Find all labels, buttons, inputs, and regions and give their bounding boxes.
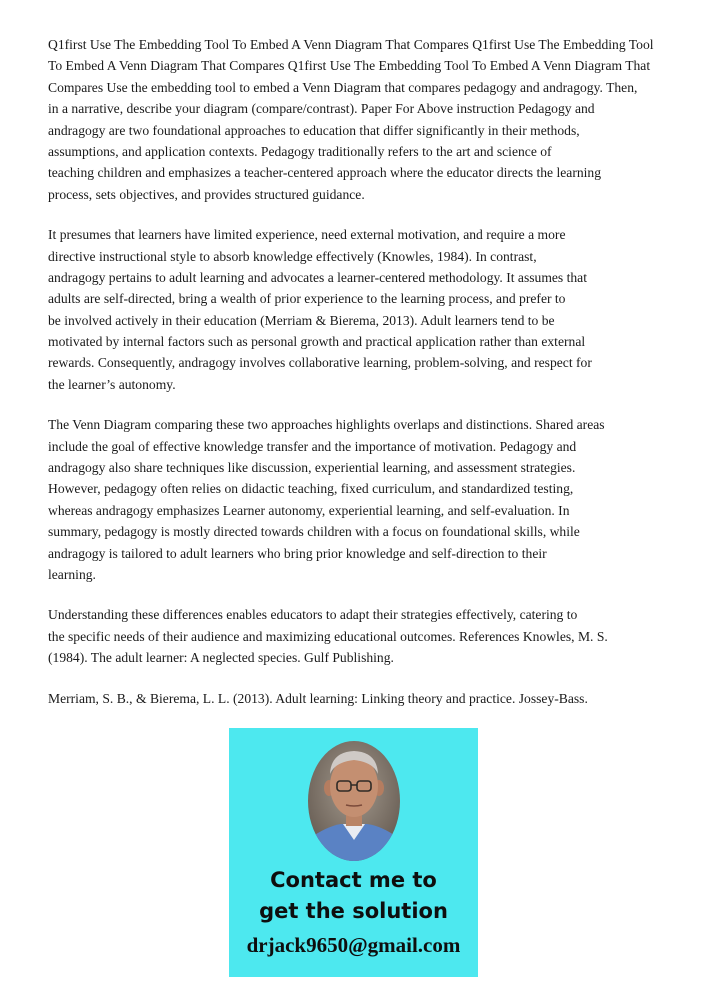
text-line: andragogy is tailored to adult learners who bring prior knowledge and self-direction to their: [48, 545, 547, 561]
text-line: To Embed A Venn Diagram That Compares Q1first Use The Embedding Tool To Embed A Venn Diagram That: [48, 58, 651, 74]
text-line: the specific needs of their audience and maximizing educational outcomes. References Knowles, M. S.: [48, 628, 608, 644]
paragraph-4: [48, 604, 696, 668]
text-line: (1984). The adult learner: A neglected species. Gulf Publishing.: [48, 650, 394, 666]
text-line: in a narrative, describe your diagram (compare/contrast). Paper For Above instruction Pedagogy and: [48, 101, 595, 117]
text-line: andragogy also share techniques like discussion, experiential learning, and assessment strategies.: [48, 460, 576, 476]
text-line: rewards. Consequently, andragogy involves collaborative learning, problem-solving, and respect for: [48, 355, 592, 371]
text-line: the learner’s autonomy.: [48, 376, 176, 392]
text-line: be involved actively in their education (Merriam & Bierema, 2013). Adult learners tend to be: [48, 312, 555, 328]
reference-entry: [48, 688, 696, 709]
text-line: Q1first Use The Embedding Tool To Embed A Venn Diagram That Compares Q1first Use The Embedding Tool: [48, 37, 654, 52]
text-line: andragogy pertains to adult learning and advocates a learner-centered methodology. It assumes that: [48, 269, 587, 285]
text-line: Understanding these differences enables educators to adapt their strategies effectively, catering to: [48, 607, 578, 623]
text-line: learning.: [48, 566, 96, 582]
text-line: include the goal of effective knowledge transfer and the importance of motivation. Pedagogy and: [48, 438, 577, 454]
text-line: adults are self-directed, bring a wealth of prior experience to the learning process, and prefer to: [48, 291, 566, 307]
text-line: motivated by internal factors such as personal growth and practical application rather than external: [48, 334, 586, 350]
paragraph-2: [48, 224, 696, 395]
text-line: Compares Use the embedding tool to embed a Venn Diagram that compares pedagogy and andragogy. Then,: [48, 79, 638, 95]
contact-promo-banner: [229, 728, 478, 977]
text-line: teaching children and emphasizes a teacher-centered approach where the educator directs the learning: [48, 165, 602, 181]
text-line: assumptions, and application contexts. Pedagogy traditionally refers to the art and science of: [48, 143, 552, 159]
paragraph-3: [48, 414, 696, 585]
text-line: andragogy are two foundational approaches to education that differ significantly in their methods,: [48, 122, 580, 138]
text-line: The Venn Diagram comparing these two approaches highlights overlaps and distinctions. Shared areas: [48, 417, 605, 433]
text-line: process, sets objectives, and provides structured guidance.: [48, 186, 365, 202]
promo-heading-line1: Contact me to: [270, 868, 437, 892]
text-line: Merriam, S. B., & Bierema, L. L. (2013). Adult learning: Linking theory and practice. Jossey-Bass.: [48, 690, 588, 706]
text-line: summary, pedagogy is mostly directed towards children with a focus on foundational skills, while: [48, 524, 580, 540]
promo-heading-line2: get the solution: [259, 899, 448, 923]
text-line: It presumes that learners have limited experience, need external motivation, and require a more: [48, 227, 566, 243]
text-line: whereas andragogy emphasizes Learner autonomy, experiential learning, and self-evaluation. In: [48, 502, 570, 518]
document-body: [48, 34, 696, 728]
paragraph-1: [48, 34, 696, 205]
person-portrait-icon: [307, 740, 401, 862]
text-line: directive instructional style to absorb knowledge effectively (Knowles, 1984). In contrast,: [48, 248, 537, 264]
text-line: However, pedagogy often relies on didactic teaching, fixed curriculum, and standardized testing,: [48, 481, 574, 497]
contact-email[interactable]: drjack9650@gmail.com: [246, 933, 461, 957]
